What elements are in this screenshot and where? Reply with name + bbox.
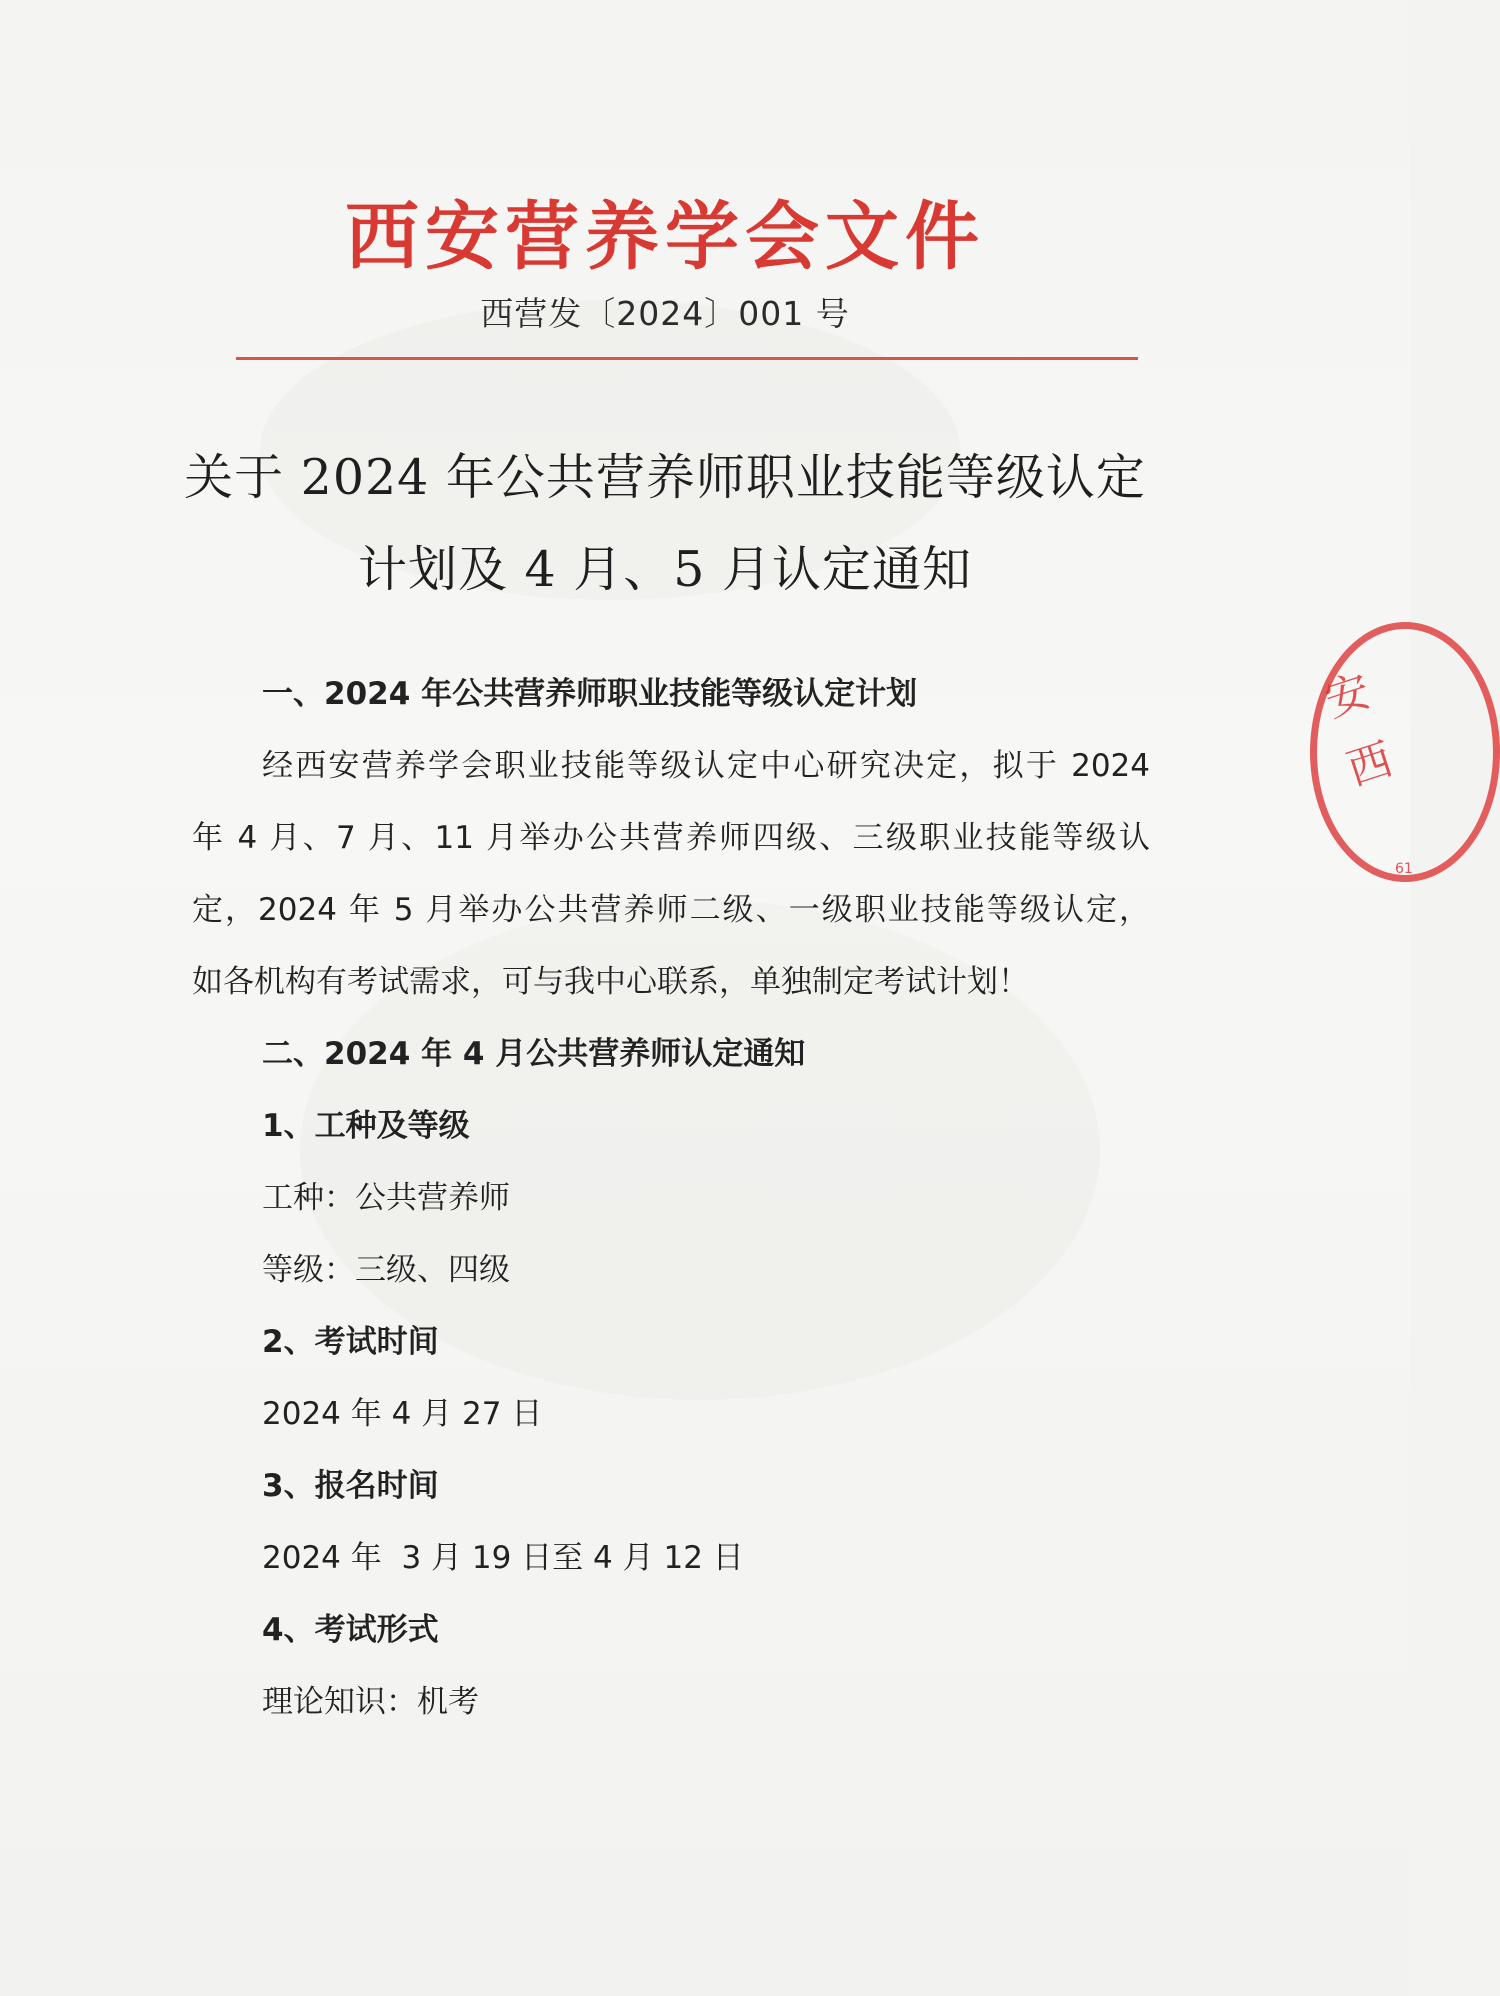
notice-title-line-2: 计划及 4 月、5 月认定通知 <box>357 541 973 598</box>
sub-heading-job-level: 1、工种及等级 <box>262 1108 470 1144</box>
document-number: 西营发〔2024〕001 号 <box>480 294 850 333</box>
theory-exam-text: 理论知识：机考 <box>262 1684 479 1720</box>
section-2-heading: 二、2024 年 4 月公共营养师认定通知 <box>262 1036 806 1072</box>
header-divider <box>236 357 1138 360</box>
notice-title <box>0 432 1330 616</box>
official-seal-stamp: 安 西 61 <box>1310 622 1500 882</box>
registration-period-text: 2024 年 3 月 19 日至 4 月 12 日 <box>262 1540 744 1576</box>
section-1-paragraph-line: 定，2024 年 5 月举办公共营养师二级、一级职业技能等级认定， <box>192 892 1150 928</box>
sub-heading-exam-format: 4、考试形式 <box>262 1612 439 1648</box>
notice-title-line-1: 关于 2024 年公共营养师职业技能等级认定 <box>184 449 1146 506</box>
section-1-paragraph-line: 经西安营养学会职业技能等级认定中心研究决定，拟于 2024 <box>262 748 1150 784</box>
exam-date-text: 2024 年 4 月 27 日 <box>262 1396 543 1432</box>
section-1-paragraph-line: 年 4 月、7 月、11 月举办公共营养师四级、三级职业技能等级认 <box>192 820 1150 856</box>
section-1-paragraph-line: 如各机构有考试需求，可与我中心联系，单独制定考试计划！ <box>192 964 1029 1000</box>
org-header-title: 西安营养学会文件 <box>345 194 985 280</box>
section-1-heading: 一、2024 年公共营养师职业技能等级认定计划 <box>262 676 918 712</box>
level-text: 等级：三级、四级 <box>262 1252 510 1288</box>
job-type-text: 工种：公共营养师 <box>262 1180 510 1216</box>
sub-heading-registration-time: 3、报名时间 <box>262 1468 439 1504</box>
seal-characters: 安 西 <box>1318 665 1399 796</box>
sub-heading-exam-time: 2、考试时间 <box>262 1324 439 1360</box>
